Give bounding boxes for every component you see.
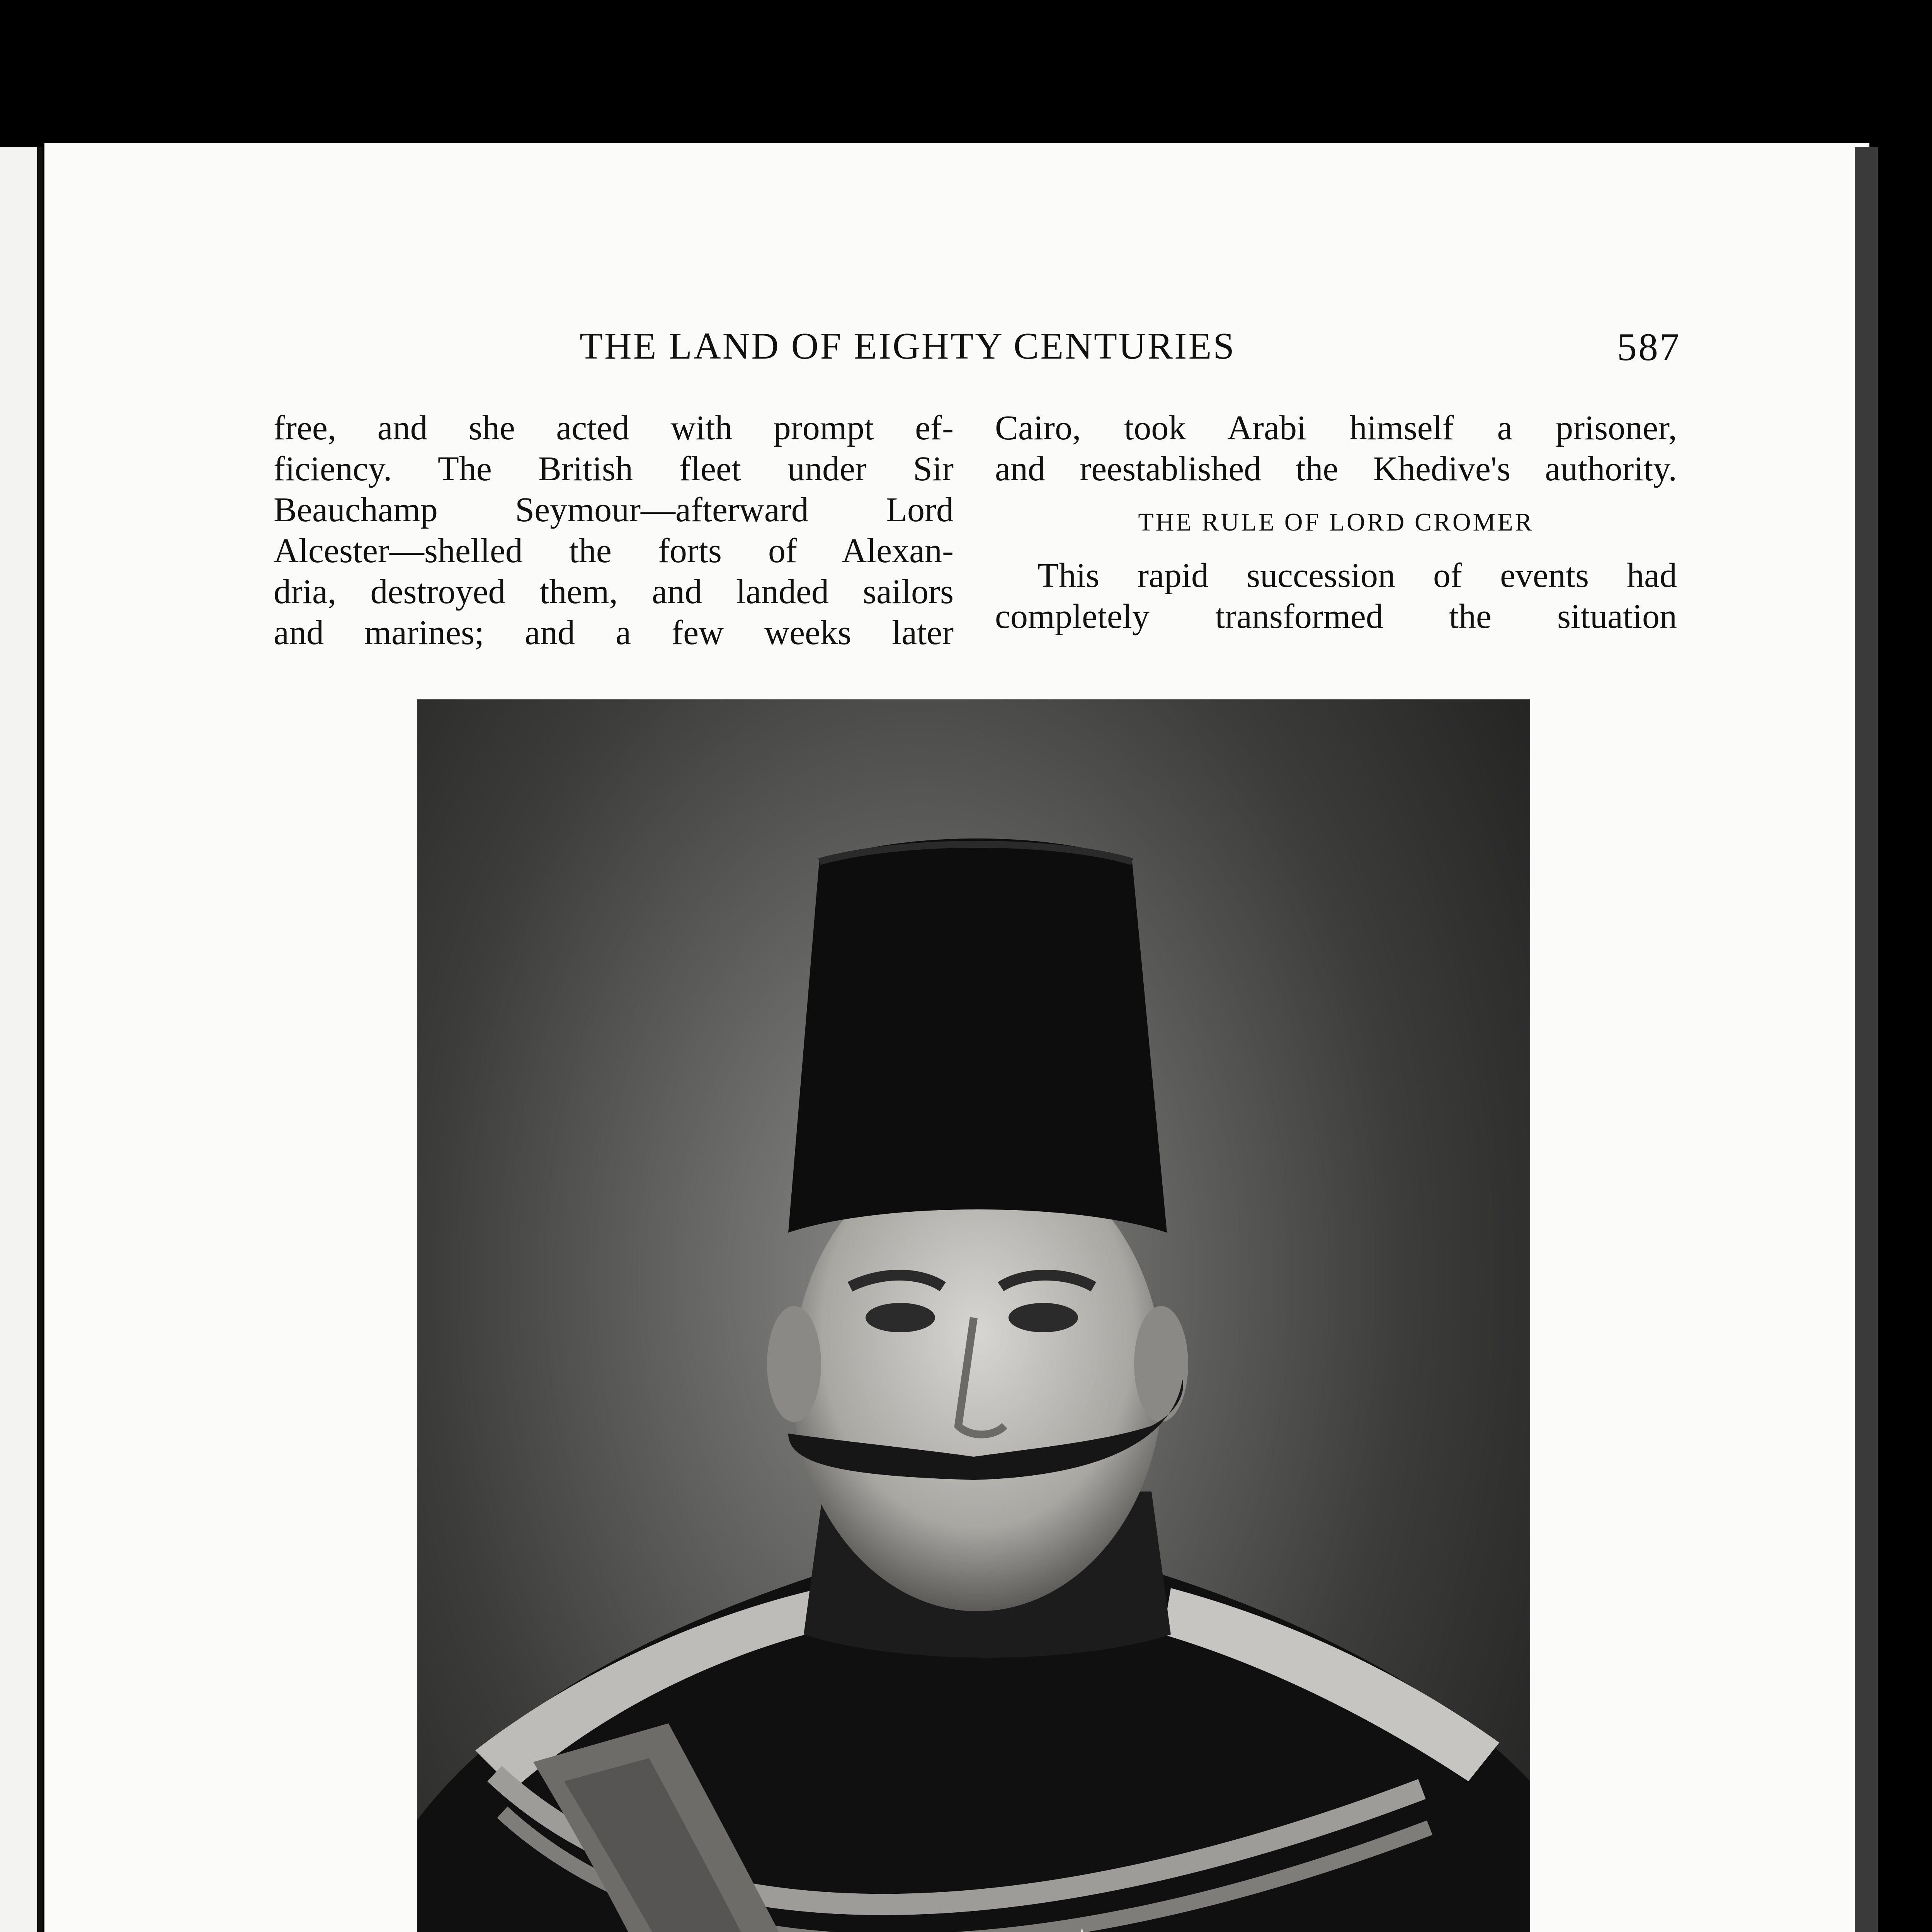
text-line: ficiency. The British fleet under Sir <box>274 450 954 488</box>
text-line: Alcester—shelled the forts of Alexan- <box>274 532 954 570</box>
page-number: 587 <box>1617 325 1681 369</box>
text-line: and marines; and a few weeks later <box>274 614 954 652</box>
text-line: and reestablished the Khedive's authority. <box>995 450 1677 488</box>
portrait-image <box>417 699 1530 1932</box>
binding-shadow <box>37 147 43 1932</box>
text-line: free, and she acted with prompt ef- <box>274 409 954 447</box>
text-line: This rapid succession of events had <box>1037 556 1677 595</box>
text-line: Cairo, took Arabi himself a prisoner, <box>995 409 1677 447</box>
left-page-edge <box>0 147 39 1932</box>
top-left-column <box>274 408 954 653</box>
section-heading: THE RULE OF LORD CROMER <box>1138 508 1534 536</box>
text-line: Beauchamp Seymour—afterward Lord <box>274 491 954 529</box>
text-line: completely transformed the situation <box>995 597 1677 636</box>
text-line: dria, destroyed them, and landed sailors <box>274 573 954 611</box>
khedive-portrait-photograph <box>417 699 1530 1932</box>
top-right-column <box>995 408 1677 637</box>
page-edge-shadow <box>1855 147 1878 1932</box>
running-title: THE LAND OF EIGHTY CENTURIES <box>580 325 1236 367</box>
